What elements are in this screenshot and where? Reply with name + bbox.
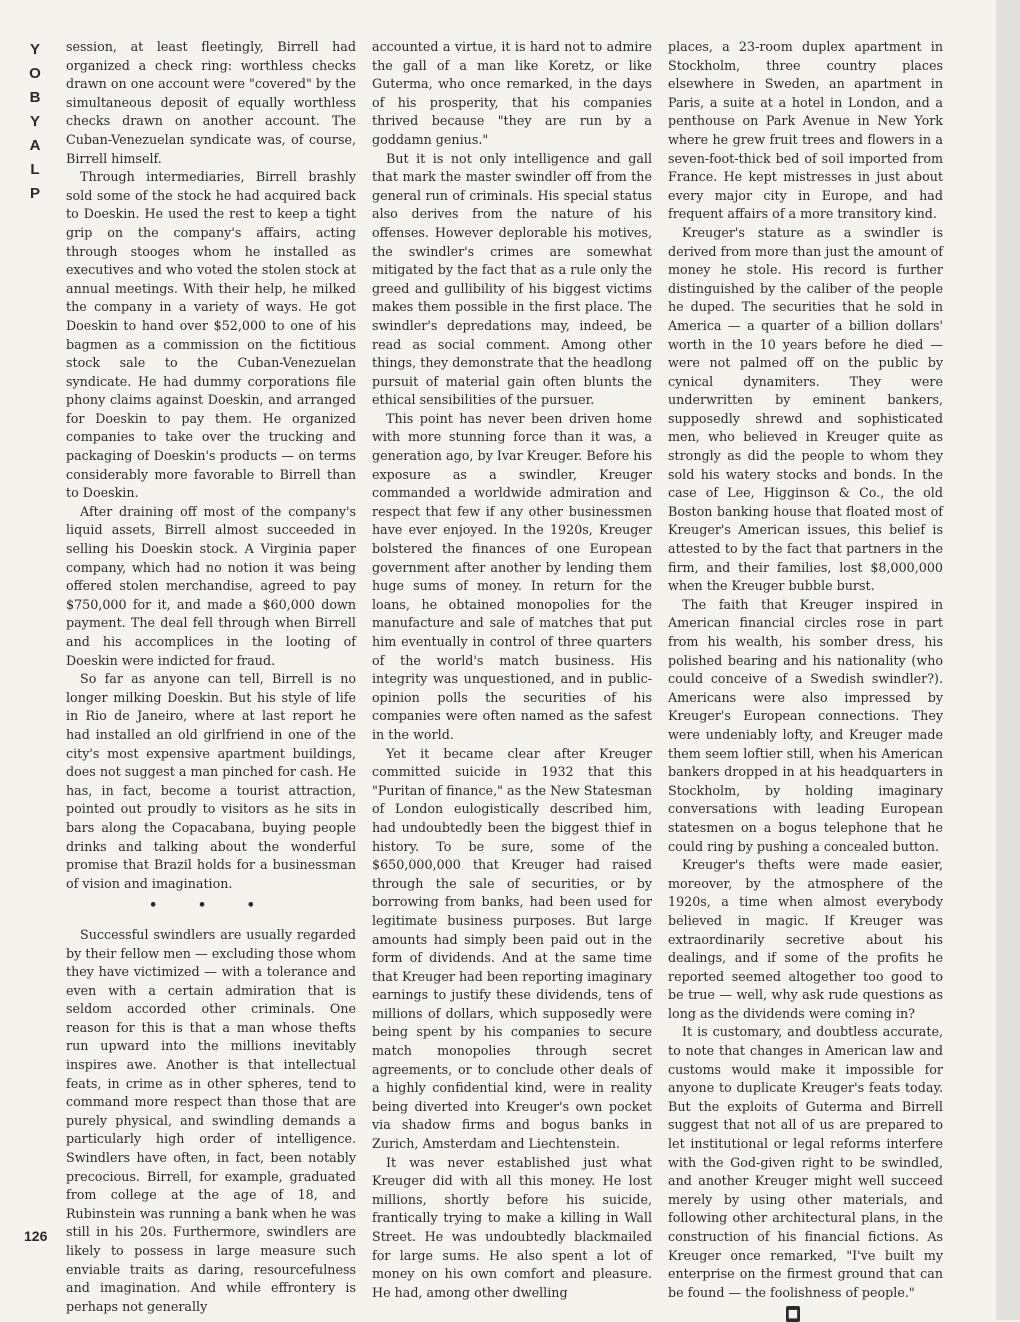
paragraph: It is customary, and doubtless accurate, to note that changes in American law and customs would make it impossible for anyone to duplicate Kreuger's feats today. But the exploits of Guterma and Birrell suggest that not all of us are prepared to let institutional or legal reforms interfere with the God-given right to be swindled, and another Kreuger might well succeed merely by using other materials, and following other architectural plans, in the construction of his financial fictions. As Kreuger once remarked, "I've built my enterprise on the firmest ground that can be found — the foolishness of people.": [668, 1024, 943, 1300]
masthead-letter: O: [29, 65, 41, 82]
paragraph: This point has never been driven home with more stunning force than it was, a generation ago, by Ivar Kreuger. Before his exposure as a swindler, Kreuger commanded a worldwide admiration and respect that few if any other businessmen have ever enjoyed. In the 1920s, Kreuger bolstered the finances of one European government after another by lending them huge sums of money. In return for the loans, he obtained monopolies for the manufacture and sale of matches that put him eventually in control of three quarters of the world's match business. His integrity was unquestioned, and in public-opinion polls the securities of his companies were often named as the safest in the world.: [372, 410, 652, 742]
paragraph: Successful swindlers are usually regarded by their fellow men — excluding those whom they have victimized — with a tolerance and even with a certain admiration that is seldom accorded other criminals. One reason for this is that a man whose thefts run upward into the millions inevitably inspires awe. Another is that intellectual feats, in crime as in other spheres, tend to command more respect than those that are purely physical, and swindling demands a particularly high order of intelligence. Swindlers have often, in fact, been notably precocious. Birrell, for example, graduated from college at the age of 18, and Rubinstein was running a bank when he was still in his 20s. Furthermore, swindlers are likely to possess in large measure such enviable traits as daring, resourcefulness and imagination. And while effrontery is perhaps not generally: [66, 926, 356, 1314]
rabbit-end-mark-icon: ■: [787, 1307, 799, 1321]
paragraph: After draining off most of the company's liquid assets, Birrell almost succeeded in selling his Doeskin stock. A Virginia paper company, which had no notion it was being offered stolen merchandise, agreed to pay $750,000 for it, and made a $60,000 down payment. The deal fell through when Birrell and his accomplices in the looting of Doeskin were indicted for fraud.: [66, 503, 356, 668]
paragraph: So far as anyone can tell, Birrell is no longer milking Doeskin. But his style of life in Rio de Janeiro, where at last report he had installed an old girlfriend in one of the city's most expensive apartment buildings, does not suggest a man pinched for cash. He has, in fact, become a tourist attraction, pointed out proudly to visitors as he sits in bars along the Copacabana, buying people drinks and talking about the wonderful promise that Brazil holds for a businessman of vision and imagination.: [66, 671, 356, 891]
paragraph: It was never established just what Kreuger did with all this money. He lost millions, shortly before his suicide, frantically trying to make a killing in Wall Street. He was undoubtedly blackmailed for large sums. He also spent a lot of money on his own comfort and pleasure. He had, among other dwelling: [372, 1154, 652, 1300]
paragraph: The faith that Kreuger inspired in American financial circles rose in part from his wealth, his somber dress, his polished bearing and his nationality (who could conceive of a Swedish swindler?). Americans were also impressed by Kreuger's European connections. They were undeniably lofty, and Kreuger made them seem loftier still, when his American bankers dropped in at his headquarters in Stockholm, by holding imaginary conversations with leading European statesmen on a bogus telephone that he could ring by pushing a concealed button.: [668, 596, 943, 854]
masthead-letter: B: [29, 89, 41, 106]
paragraph: session, at least fleetingly, Birrell had organized a check ring: worthless checks drawn on one account were "covered" by the simultaneous deposit of equally worthless checks drawn on another account. The Cuban-Venezuelan syndicate was, of course, Birrell himself.: [66, 39, 356, 166]
article-column-1: [66, 38, 356, 1316]
page-edge: [996, 0, 1020, 1320]
article-column-3: [668, 38, 943, 1322]
paragraph: Yet it became clear after Kreuger committed suicide in 1932 that this "Puritan of finance," as the New Statesman of London eulogistically described him, had undoubtedly been the biggest thief in history. To be sure, some of the $650,000,000 that Kreuger had raised through the sale of securities, or by borrowing from banks, had been used for legitimate business purposes. But large amounts had simply been paid out in the form of dividends. And at the same time that Kreuger had been reporting imaginary earnings to justify these dividends, tens of millions of dollars, which supposedly were being spent by his companies to secure match monopolies through secret agreements, or to conclude other deals of a highly confidential kind, were in reality being diverted into Kreuger's own pocket via shadow firms and bogus banks in Zurich, Amsterdam and Liechtenstein.: [372, 745, 652, 1152]
paragraph: Through intermediaries, Birrell brashly sold some of the stock he had acquired back to Doeskin. He used the rest to keep a tight grip on the company's affairs, acting through stooges whom he installed as executives and who voted the stolen stock at annual meetings. With their help, he milked the company in a variety of ways. He got Doeskin to hand over $52,000 to one of his bagmen as a commission on the fictitious stock sale to the Cuban-Venezuelan syndicate. He had dummy corporations file phony claims against Doeskin, and arranged for Doeskin to pay them. He organized companies to take over the trucking and packaging of Doeskin's products — on terms considerably more favorable to Birrell than to Doeskin.: [66, 169, 356, 501]
paragraph: Kreuger's stature as a swindler is derived from more than just the amount of money he stole. His record is further distinguished by the caliber of the people he duped. The securities that he sold in America — a quarter of a billion dollars' worth in the 10 years before he died — were not palmed off on the public by cynical dynamiters. They were underwritten by eminent bankers, supposedly shrewd and sophisticated men, who believed in Kreuger quite as strongly as did the people to whom they sold his watery stocks and bonds. In the case of Lee, Higginson & Co., the old Boston banking house that floated most of Kreuger's American issues, this belief is attested to by the fact that partners in the firm, and their families, lost $8,000,000 when the Kreuger bubble burst.: [668, 224, 943, 594]
masthead-letter: Y: [29, 41, 40, 58]
magazine-masthead: [24, 38, 46, 206]
article-column-2: [372, 38, 652, 1302]
paragraph: But it is not only intelligence and gall that mark the master swindler off from the general run of criminals. His special status also derives from the nature of his offenses. However deplorable his motives, the swindler's crimes are somewhat mitigated by the fact that as a rule only the greed and gullibility of his biggest victims makes them possible in the first place. The swindler's depredations may, indeed, be read as social comment. Among other things, they demonstrate that the headlong pursuit of material gain often blunts the ethical sensibilities of the pursuer.: [372, 150, 652, 408]
paragraph: places, a 23-room duplex apartment in Stockholm, three country places elsewhere in Sweden, an apartment in Paris, a suite at a hotel in London, and a penthouse on Park Avenue in New York where he grew fruit trees and flowers in a seven-foot-thick bed of soil imported from France. He kept mistresses in just about every major city in Europe, and had frequent affairs of a more transitory kind.: [668, 39, 943, 222]
paragraph: accounted a virtue, it is hard not to admire the gall of a man like Koretz, or like Guterma, who once remarked, in the days of his prosperity, that his companies thrived because "they are run by a goddamn genius.": [372, 39, 652, 147]
masthead-letter: A: [29, 137, 41, 154]
paragraph: Kreuger's thefts were made easier, moreover, by the atmosphere of the 1920s, a time when almost everybody believed in magic. If Kreuger was extraordinarily secretive about his dealings, and if some of the profits he reported seemed altogether too good to be true — well, why ask rude questions as long as the dividends were coming in?: [668, 857, 943, 1021]
masthead-letter: Y: [29, 113, 40, 130]
masthead-letter: L: [30, 161, 40, 178]
section-separator: • • •: [149, 898, 273, 914]
masthead-letter: P: [29, 185, 40, 202]
page-number: 126: [24, 1228, 48, 1244]
